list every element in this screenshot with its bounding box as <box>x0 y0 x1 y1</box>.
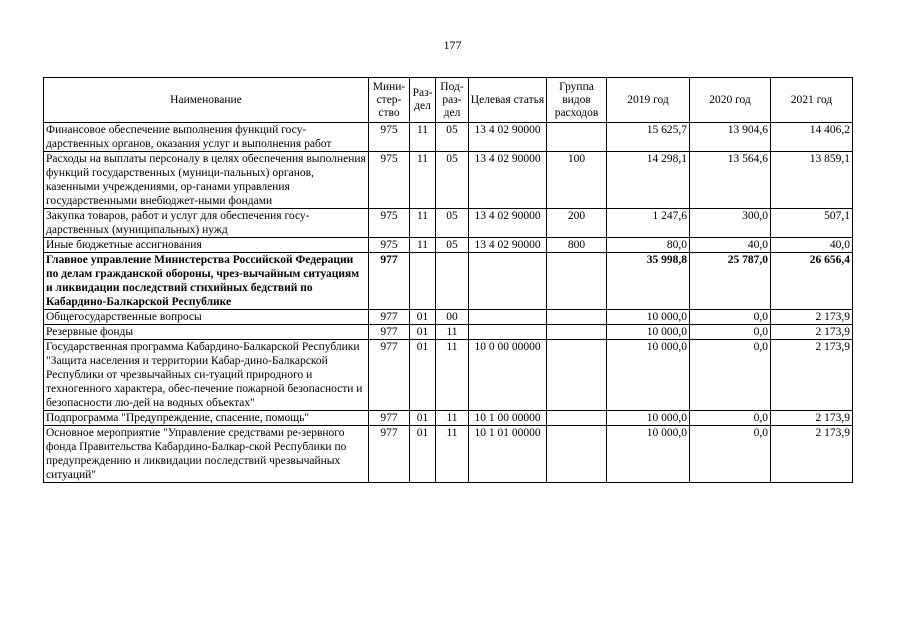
cell-2020: 13 904,6 <box>690 123 771 152</box>
cell-2021: 2 173,9 <box>771 340 853 411</box>
cell-target-article: 13 4 02 90000 <box>469 123 547 152</box>
cell-section: 01 <box>410 411 436 426</box>
cell-target-article: 10 1 00 00000 <box>469 411 547 426</box>
cell-name: Государственная программа Кабардино-Балкарской Республики "Защита населения и территории Кабар-дино-Балкарской Республики от чрезвычайных си-туаций природного и техногенного характера, обес-печение пожарной безопасности и безопасности лю-дей на водных объектах" <box>44 340 369 411</box>
cell-2019: 1 247,6 <box>607 209 690 238</box>
cell-section: 01 <box>410 426 436 483</box>
cell-ministry: 977 <box>369 411 410 426</box>
cell-2019: 10 000,0 <box>607 426 690 483</box>
cell-expense-group: 800 <box>547 238 607 253</box>
cell-ministry: 977 <box>369 325 410 340</box>
cell-2021: 13 859,1 <box>771 152 853 209</box>
cell-name: Иные бюджетные ассигнования <box>44 238 369 253</box>
table-body <box>44 123 853 483</box>
cell-ministry: 975 <box>369 238 410 253</box>
cell-subsection: 00 <box>436 310 469 325</box>
cell-subsection: 05 <box>436 238 469 253</box>
cell-2021: 40,0 <box>771 238 853 253</box>
cell-subsection: 11 <box>436 426 469 483</box>
cell-2019: 10 000,0 <box>607 325 690 340</box>
cell-2020: 0,0 <box>690 426 771 483</box>
cell-section: 11 <box>410 123 436 152</box>
cell-name: Общегосударственные вопросы <box>44 310 369 325</box>
cell-ministry: 977 <box>369 426 410 483</box>
cell-2019: 14 298,1 <box>607 152 690 209</box>
cell-section <box>410 253 436 310</box>
cell-expense-group: 100 <box>547 152 607 209</box>
cell-expense-group <box>547 310 607 325</box>
cell-name: Главное управление Министерства Российской Федерации по делам гражданской обороны, чрез-вычайным ситуациям и ликвидации последствий стихийных бедствий по Кабардино-Балкарской Республике <box>44 253 369 310</box>
header-2020: 2020 год <box>690 78 771 123</box>
cell-section: 11 <box>410 238 436 253</box>
cell-ministry: 977 <box>369 310 410 325</box>
cell-section: 01 <box>410 310 436 325</box>
cell-subsection: 11 <box>436 340 469 411</box>
cell-target-article <box>469 253 547 310</box>
cell-name: Финансовое обеспечение выполнения функций госу-дарственных органов, оказания услуг и выполнения работ <box>44 123 369 152</box>
cell-2020: 0,0 <box>690 411 771 426</box>
header-expense-group: Группа видов расходов <box>547 78 607 123</box>
cell-ministry: 977 <box>369 340 410 411</box>
table-row <box>44 253 853 310</box>
cell-2019: 35 998,8 <box>607 253 690 310</box>
cell-2020: 0,0 <box>690 340 771 411</box>
header-2019: 2019 год <box>607 78 690 123</box>
cell-target-article: 13 4 02 90000 <box>469 238 547 253</box>
cell-section: 11 <box>410 209 436 238</box>
cell-section: 11 <box>410 152 436 209</box>
table-row <box>44 325 853 340</box>
header-subsection: Под-раз-дел <box>436 78 469 123</box>
cell-subsection: 05 <box>436 209 469 238</box>
table-row <box>44 310 853 325</box>
budget-table <box>43 77 853 483</box>
table-row <box>44 152 853 209</box>
table-row <box>44 426 853 483</box>
cell-expense-group <box>547 253 607 310</box>
table-row <box>44 209 853 238</box>
cell-2019: 15 625,7 <box>607 123 690 152</box>
header-2021: 2021 год <box>771 78 853 123</box>
cell-subsection: 11 <box>436 325 469 340</box>
cell-subsection: 05 <box>436 123 469 152</box>
cell-2021: 14 406,2 <box>771 123 853 152</box>
cell-2020: 40,0 <box>690 238 771 253</box>
cell-expense-group <box>547 426 607 483</box>
cell-2019: 10 000,0 <box>607 310 690 325</box>
cell-ministry: 977 <box>369 253 410 310</box>
header-ministry: Мини-стер-ство <box>369 78 410 123</box>
cell-2020: 13 564,6 <box>690 152 771 209</box>
cell-subsection: 11 <box>436 411 469 426</box>
cell-2020: 300,0 <box>690 209 771 238</box>
cell-expense-group <box>547 411 607 426</box>
cell-target-article: 13 4 02 90000 <box>469 209 547 238</box>
table-row <box>44 238 853 253</box>
cell-2019: 80,0 <box>607 238 690 253</box>
table-row <box>44 411 853 426</box>
header-section: Раз-дел <box>410 78 436 123</box>
header-name: Наименование <box>44 78 369 123</box>
cell-expense-group <box>547 340 607 411</box>
cell-2021: 2 173,9 <box>771 310 853 325</box>
page-number: 177 <box>443 38 462 52</box>
cell-subsection <box>436 253 469 310</box>
cell-ministry: 975 <box>369 152 410 209</box>
cell-expense-group <box>547 325 607 340</box>
table-row <box>44 123 853 152</box>
cell-subsection: 05 <box>436 152 469 209</box>
cell-2020: 0,0 <box>690 325 771 340</box>
cell-name: Основное мероприятие "Управление средствами ре-зервного фонда Правительства Кабардино-Балкар-ской Республики по предупреждению и ликвидации последствий чрезвычайных ситуаций" <box>44 426 369 483</box>
cell-expense-group <box>547 123 607 152</box>
cell-target-article: 10 0 00 00000 <box>469 340 547 411</box>
cell-ministry: 975 <box>369 123 410 152</box>
header-target-article: Целевая статья <box>469 78 547 123</box>
cell-ministry: 975 <box>369 209 410 238</box>
cell-section: 01 <box>410 325 436 340</box>
cell-2019: 10 000,0 <box>607 340 690 411</box>
cell-name: Резервные фонды <box>44 325 369 340</box>
cell-name: Подпрограмма "Предупреждение, спасение, помощь" <box>44 411 369 426</box>
cell-2021: 2 173,9 <box>771 426 853 483</box>
table-row <box>44 340 853 411</box>
cell-section: 01 <box>410 340 436 411</box>
cell-2020: 0,0 <box>690 310 771 325</box>
cell-2021: 26 656,4 <box>771 253 853 310</box>
cell-target-article <box>469 310 547 325</box>
cell-target-article <box>469 325 547 340</box>
cell-expense-group: 200 <box>547 209 607 238</box>
cell-2021: 2 173,9 <box>771 325 853 340</box>
table-header-row <box>44 78 853 123</box>
cell-2019: 10 000,0 <box>607 411 690 426</box>
cell-2021: 507,1 <box>771 209 853 238</box>
cell-target-article: 13 4 02 90000 <box>469 152 547 209</box>
cell-name: Закупка товаров, работ и услуг для обеспечения госу-дарственных (муниципальных) нужд <box>44 209 369 238</box>
cell-target-article: 10 1 01 00000 <box>469 426 547 483</box>
cell-2020: 25 787,0 <box>690 253 771 310</box>
cell-2021: 2 173,9 <box>771 411 853 426</box>
cell-name: Расходы на выплаты персоналу в целях обеспечения выполнения функций государственных (муници-пальных) органов, казенными учреждениями, ор-ганами управления государственными внебюджет-ными фондами <box>44 152 369 209</box>
